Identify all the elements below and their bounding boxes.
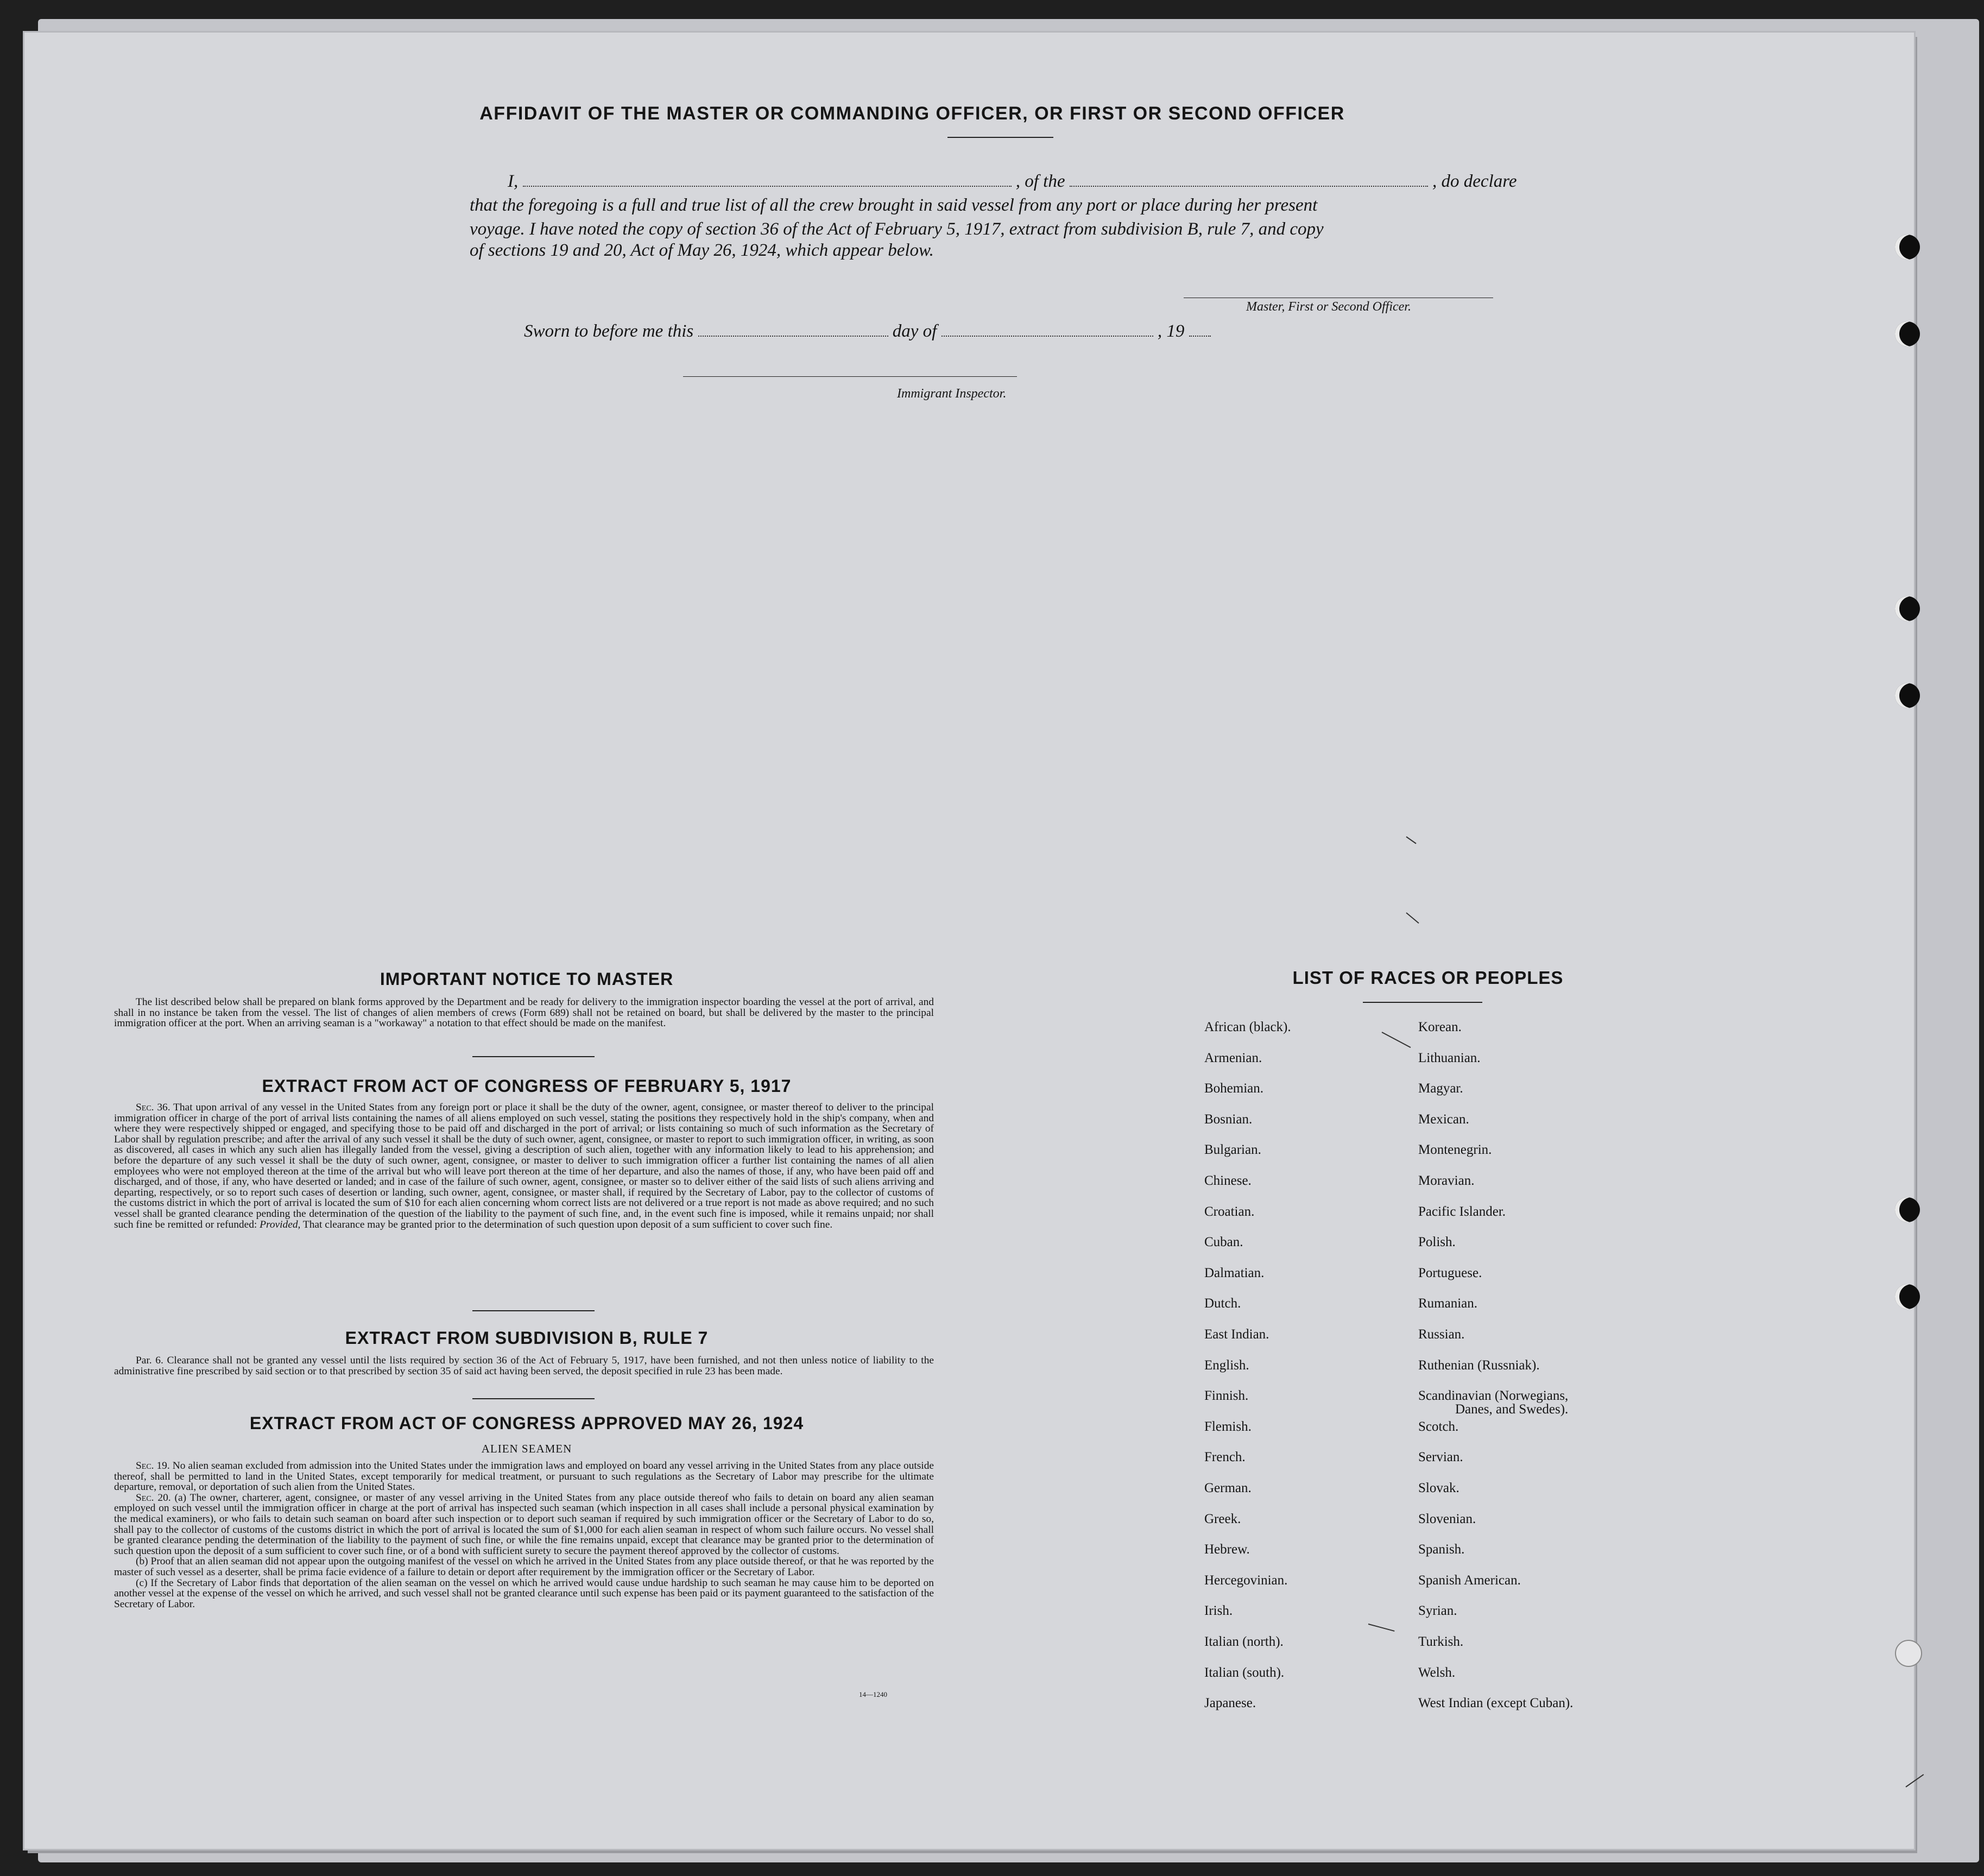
races-title: LIST OF RACES OR PEOPLES: [1292, 968, 1564, 988]
day-of-label: day of: [892, 321, 937, 341]
race-item: English.: [1204, 1358, 1249, 1373]
section-divider: [472, 1056, 595, 1057]
rule-7-title: EXTRACT FROM SUBDIVISION B, RULE 7: [345, 1328, 709, 1348]
binder-hole: [1895, 683, 1920, 708]
race-item: Irish.: [1204, 1603, 1233, 1618]
act-1924-title: EXTRACT FROM ACT OF CONGRESS APPROVED MAY 26, 1924: [249, 1413, 804, 1433]
act-1917-paragraph: [114, 1102, 934, 1230]
act-1917-text: [114, 1102, 934, 1230]
affidavit-title: AFFIDAVIT OF THE MASTER OR COMMANDING OFFICER, OR FIRST OR SECOND OFFICER: [479, 103, 1345, 124]
race-item: Polish.: [1418, 1235, 1456, 1249]
sec-20b-paragraph: (b) Proof that an alien seaman did not appear upon the outgoing manifest of the vessel on which he arrived in the United States from any place outside thereof, or that he was reported by the master of such vessel as a deserter, shall be prima facie evidence of a failure to detain or deport after requirement by the immigration officer or the Secretary of Labor.: [114, 1556, 934, 1578]
sec-19-text: No alien seaman excluded from admission into the United States under the immigration laws and employed on board any vessel arriving in the United States from any place outside thereof, shall be permitted to land in the United States, except temporarily for medical treatment, or pursuant to such regulations as the Secretary of Labor may prescribe for the ultimate departure, removal, or deportation of such alien from the United States.: [114, 1460, 934, 1493]
declaration-line-1: [508, 170, 1534, 192]
race-item: French.: [1204, 1450, 1246, 1464]
race-item: Hebrew.: [1204, 1542, 1250, 1557]
race-item: Spanish American.: [1418, 1573, 1521, 1588]
race-item: Montenegrin.: [1418, 1142, 1492, 1157]
binder-hole: [1895, 1640, 1922, 1667]
race-item: Japanese.: [1204, 1696, 1256, 1710]
rule-7-text: [114, 1355, 934, 1376]
of-the-label: , of the: [1015, 172, 1065, 191]
sworn-day-field[interactable]: [698, 321, 888, 337]
race-item: Servian.: [1418, 1450, 1463, 1464]
binder-hole: [1895, 1284, 1920, 1309]
sworn-month-field[interactable]: [942, 321, 1153, 337]
sec-36-text-end: That clearance may be granted prior to the determination of such question upon deposit of a sum sufficient to cover such fine.: [302, 1218, 833, 1230]
inspector-signature-line[interactable]: [683, 376, 1017, 377]
race-item: Syrian.: [1418, 1603, 1457, 1618]
do-declare-label: , do declare: [1432, 172, 1517, 191]
alien-seamen-subtitle: ALIEN SEAMEN: [481, 1442, 572, 1455]
i-label: I,: [508, 172, 519, 191]
race-item: Scotch.: [1418, 1419, 1459, 1434]
sworn-year-field[interactable]: [1189, 321, 1211, 337]
section-divider: [472, 1310, 595, 1311]
race-item: Korean.: [1418, 1020, 1462, 1034]
master-signature-label: Master, First or Second Officer.: [1246, 300, 1411, 314]
race-item: Russian.: [1418, 1327, 1465, 1342]
race-item: African (black).: [1204, 1020, 1291, 1034]
race-item: Pacific Islander.: [1418, 1204, 1506, 1219]
race-item: Rumanian.: [1418, 1296, 1478, 1311]
race-item: Turkish.: [1418, 1634, 1464, 1649]
race-item-continuation: Danes, and Swedes).: [1455, 1402, 1569, 1417]
race-item: Italian (south).: [1204, 1665, 1285, 1680]
sec-19-label: Sec. 19.: [136, 1460, 170, 1471]
vessel-field[interactable]: [1070, 172, 1428, 187]
race-item: Lithuanian.: [1418, 1051, 1481, 1065]
form-number: 14—1240: [859, 1690, 887, 1698]
race-item: Slovenian.: [1418, 1512, 1476, 1526]
binder-hole: [1895, 321, 1920, 346]
sec-20a-paragraph: [114, 1493, 934, 1557]
race-item: Croatian.: [1204, 1204, 1255, 1219]
sworn-label: Sworn to before me this: [524, 321, 694, 341]
races-title-underline: [1363, 1002, 1482, 1003]
sec-20c-paragraph: (c) If the Secretary of Labor finds that deportation of the alien seaman on the vessel on which he arrived would cause undue hardship to such seaman he may cause him to be deported on another vessel at the expense of the vessel on which he arrived, and such vessel shall not be granted clearance until such expense has been paid or its payment guaranteed to the satisfaction of the Secretary of Labor.: [114, 1577, 934, 1610]
race-item: East Indian.: [1204, 1327, 1269, 1342]
race-item: Hercegovinian.: [1204, 1573, 1288, 1588]
race-item: Magyar.: [1418, 1081, 1463, 1096]
race-item: Dalmatian.: [1204, 1266, 1265, 1280]
declaration-line-3: voyage. I have noted the copy of section 36 of the Act of February 5, 1917, extract from subdivision B, rule 7, and copy: [470, 219, 1324, 239]
binder-hole: [1895, 235, 1920, 260]
race-item: Mexican.: [1418, 1112, 1469, 1127]
act-1924-text: [114, 1461, 934, 1609]
race-item: Chinese.: [1204, 1173, 1252, 1188]
race-item: Dutch.: [1204, 1296, 1241, 1311]
race-item: Flemish.: [1204, 1419, 1252, 1434]
sworn-line: [524, 320, 1284, 342]
race-item: Bosnian.: [1204, 1112, 1253, 1127]
race-item: West Indian (except Cuban).: [1418, 1696, 1574, 1710]
provided-label: Provided,: [260, 1218, 301, 1230]
race-item: Italian (north).: [1204, 1634, 1284, 1649]
declaration-line-4: of sections 19 and 20, Act of May 26, 1924, which appear below.: [470, 241, 934, 260]
sec-36-text: That upon arrival of any vessel in the United States from any foreign port or place it shall be the duty of the owner, agent, consignee, or master thereof to deliver to the principal immigration officer in charge of the port of arrival lists containing the names of all aliens employed on such vessel, stating the positions they respectively hold in the ship's company, when and where they were respectively shipped or engaged, and specifying those to be paid off and discharged in the port of arrival; or lists containing so much of such information as the Secretary of Labor shall by regulation prescribe; and after the arrival of any such vessel it shall be the duty of such owner, agent, consignee, or master to report to such immigration officer, in writing, as soon as discovered, all cases in which any such alien has illegally landed from the vessel, giving a description of such alien, together with any information likely to lead to his apprehension; and before the departure of any such vessel it shall be the duty of such owner, agent, consignee, or master to deliver to such immigration officer a further list containing the names of all alien employees who were not employed thereon at the time of the arrival but who will leave port thereon at the time of her departure, and also the names of those, if any, who have been paid off and discharged, and of those, if any, who have deserted or landed; and in case of the failure of such owner, agent, consignee, or master so to deliver either of the said lists of such aliens arriving and departing, respectively, or so to report such cases of desertion or landing, such owner, agent, consignee, or master shall, if required by the Secretary of Labor, pay to the collector of customs of the customs district in which the port of arrival is located the sum of $10 for each alien concerning whom correct lists are not delivered or a true report is not made as above required; and no such vessel shall be granted clearance pending the determination of the question of the liability to the payment of such fine, and, in the event such fine is imposed, while it remains unpaid; nor shall such fine be remitted or refunded:: [114, 1102, 934, 1230]
race-item: Slovak.: [1418, 1481, 1459, 1495]
sec-36-label: Sec. 36.: [136, 1102, 170, 1113]
rule-7-paragraph: Par. 6. Clearance shall not be granted any vessel until the lists required by section 36 of the Act of February 5, 1917, have been furnished, and not then unless notice of liability to the administrative fine prescribed by said section or to that prescribed by section 35 of said act having been served, the deposit specified in rule 23 has been made.: [114, 1355, 934, 1377]
race-item: Armenian.: [1204, 1051, 1262, 1065]
race-item: Greek.: [1204, 1512, 1241, 1526]
race-item: Welsh.: [1418, 1665, 1456, 1680]
race-item: German.: [1204, 1481, 1252, 1495]
binder-hole: [1895, 1197, 1920, 1222]
race-item: Scandinavian (Norwegians,: [1418, 1388, 1569, 1403]
race-item: Finnish.: [1204, 1388, 1249, 1403]
race-item: Bulgarian.: [1204, 1142, 1261, 1157]
name-field[interactable]: [523, 172, 1012, 187]
race-item: Cuban.: [1204, 1235, 1243, 1249]
binder-hole: [1895, 596, 1920, 621]
notice-paragraph: The list described below shall be prepared on blank forms approved by the Department and be ready for delivery to the immigration inspector boarding the vessel at the port of arrival, and shall in no instance be taken from the vessel. The list of changes of alien members of crews (Form 689) shall not be retained on board, but shall be delivered by the master to the principal immigration officer at the port. When an arriving seaman is a "workaway" a notation to that effect should be made on the manifest.: [114, 996, 934, 1029]
race-item: Portuguese.: [1418, 1266, 1482, 1280]
sec-20a-text: (a) The owner, charterer, agent, consignee, or master of any vessel arriving in the United States from any place outside thereof who fails to detain on board any alien seaman employed on such vessel until the immigration officer in charge at the port of arrival has inspected such seaman (which inspection in all cases shall include a personal physical examination by the medical examiners), or who fails to detain such seaman on board after such inspection or to deport such seaman if required by such immigration officer or the Secretary of Labor to do so, shall pay to the collector of customs of the customs district in which the port of arrival is located the sum of $1,000 for each alien seaman in respect of whom such failure occurs. No vessel shall be granted clearance pending the determination of the liability to the payment of such fine, or while the fine remains unpaid, except that clearance may be granted prior to the determination of such question upon the deposit of a sum sufficient to cover such fine, or of a bond with sufficient surety to secure the payment thereof approved by the collector of customs.: [114, 1492, 934, 1557]
race-item: Moravian.: [1418, 1173, 1475, 1188]
notice-title: IMPORTANT NOTICE TO MASTER: [380, 969, 674, 989]
sec-20-label: Sec. 20.: [136, 1492, 171, 1504]
race-item: Ruthenian (Russniak).: [1418, 1358, 1540, 1373]
sec-19-paragraph: [114, 1461, 934, 1493]
declaration-line-2: that the foregoing is a full and true list of all the crew brought in said vessel from any port or place during her present: [470, 195, 1318, 215]
notice-text: [114, 997, 934, 1029]
section-divider: [472, 1398, 595, 1399]
race-item: Spanish.: [1418, 1542, 1465, 1557]
inspector-label: Immigrant Inspector.: [897, 387, 1007, 401]
year-label: , 19: [1157, 321, 1185, 341]
act-1917-title: EXTRACT FROM ACT OF CONGRESS OF FEBRUARY 5, 1917: [262, 1076, 792, 1096]
race-item: Bohemian.: [1204, 1081, 1264, 1096]
title-underline: [947, 137, 1053, 138]
